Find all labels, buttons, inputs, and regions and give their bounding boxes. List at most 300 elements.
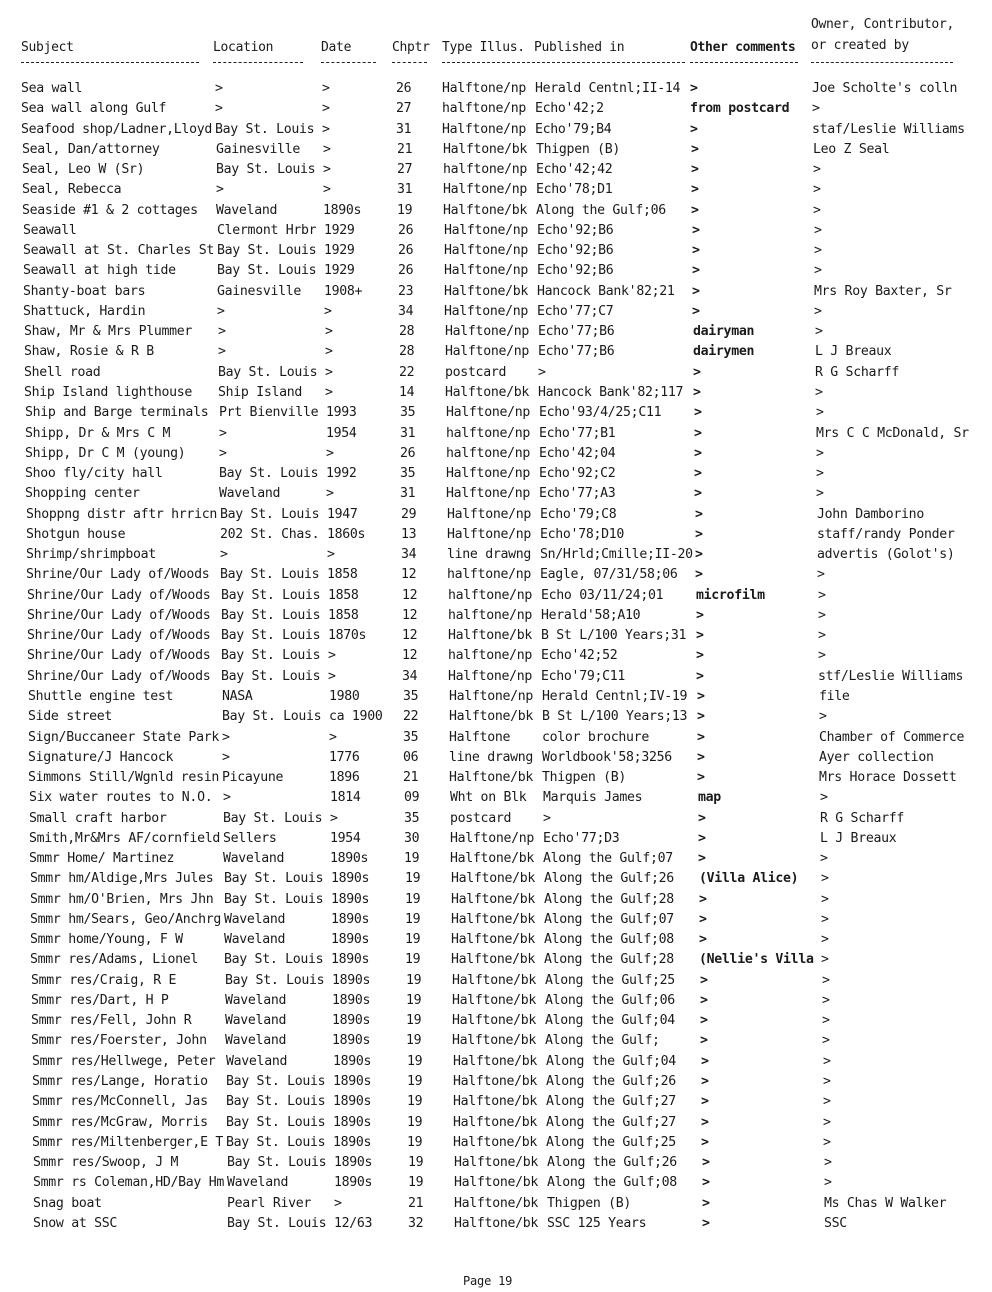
cell-type-illus: Halftone/bk bbox=[451, 952, 536, 968]
table-row bbox=[0, 445, 992, 465]
cell-owner: L J Breaux bbox=[815, 344, 892, 360]
cell-subject: Shipp, Dr C M (young) bbox=[25, 445, 186, 461]
cell-published-in: Along the Gulf;26 bbox=[547, 1155, 677, 1171]
cell-type-illus: Halftone/bk bbox=[450, 851, 535, 867]
cell-date: 1980 bbox=[329, 688, 360, 704]
cell-chapter: 19 bbox=[406, 972, 422, 988]
cell-date: 1929 bbox=[324, 243, 355, 259]
cell-date: 1929 bbox=[324, 222, 355, 238]
cell-subject: Seal, Rebecca bbox=[22, 182, 122, 198]
cell-other-comments: > bbox=[697, 729, 705, 745]
cell-type-illus: Halftone/bk bbox=[453, 1114, 538, 1130]
cell-location: Prt Bienville bbox=[219, 405, 319, 421]
cell-owner: > bbox=[822, 1013, 830, 1029]
cell-published-in: Echo 03/11/24;01 bbox=[541, 587, 664, 603]
cell-chapter: 19 bbox=[406, 1033, 422, 1049]
table-row bbox=[0, 607, 992, 627]
cell-location: Bay St. Louis bbox=[222, 709, 322, 725]
cell-chapter: 19 bbox=[405, 871, 421, 887]
header-rule-subject bbox=[21, 62, 199, 63]
cell-other-comments: > bbox=[698, 810, 706, 826]
table-row bbox=[0, 384, 992, 404]
cell-published-in: Along the Gulf;08 bbox=[547, 1175, 677, 1191]
cell-chapter: 28 bbox=[399, 324, 415, 340]
cell-published-in: Along the Gulf;04 bbox=[545, 1013, 675, 1029]
cell-type-illus: Halftone/bk bbox=[443, 141, 528, 157]
cell-other-comments: > bbox=[701, 1094, 709, 1110]
cell-other-comments: > bbox=[692, 283, 700, 299]
cell-location: Waveland bbox=[225, 1033, 287, 1049]
cell-published-in: Along the Gulf;27 bbox=[546, 1094, 676, 1110]
cell-date: 1890s bbox=[332, 1013, 371, 1029]
cell-location: Bay St. Louis bbox=[219, 466, 319, 482]
table-row bbox=[0, 1032, 992, 1052]
cell-date: 1890s bbox=[332, 972, 371, 988]
cell-location: Waveland bbox=[219, 486, 281, 502]
table-row bbox=[0, 729, 992, 749]
header-type-illus: Type Illus. bbox=[442, 40, 525, 55]
table-row bbox=[0, 202, 992, 222]
cell-published-in: Along the Gulf;25 bbox=[546, 1134, 676, 1150]
cell-published-in: Along the Gulf;04 bbox=[546, 1053, 676, 1069]
cell-owner: > bbox=[817, 567, 825, 583]
cell-type-illus: Halftone/bk bbox=[443, 202, 528, 218]
cell-chapter: 26 bbox=[400, 445, 416, 461]
table-row bbox=[0, 303, 992, 323]
cell-type-illus: Halftone/bk bbox=[452, 1013, 537, 1029]
cell-other-comments: > bbox=[697, 709, 705, 725]
table-row bbox=[0, 506, 992, 526]
table-row bbox=[0, 323, 992, 343]
cell-other-comments: (Villa Alice) bbox=[699, 871, 799, 887]
cell-chapter: 22 bbox=[403, 709, 419, 725]
cell-owner: Joe Scholte's colln bbox=[812, 81, 958, 96]
cell-published-in: Echo'92;B6 bbox=[537, 263, 614, 279]
cell-location: Gainesville bbox=[217, 283, 302, 299]
cell-other-comments: > bbox=[691, 162, 699, 178]
cell-other-comments: > bbox=[702, 1155, 710, 1171]
table-row bbox=[0, 810, 992, 830]
cell-published-in: Along the Gulf;06 bbox=[545, 992, 675, 1008]
cell-date: 1870s bbox=[328, 628, 367, 644]
table-row bbox=[0, 931, 992, 951]
cell-date: > bbox=[329, 729, 337, 745]
cell-subject: Shopping center bbox=[25, 486, 140, 502]
cell-type-illus: Halftone/np bbox=[442, 121, 527, 137]
cell-chapter: 19 bbox=[406, 992, 422, 1008]
cell-chapter: 19 bbox=[405, 932, 421, 948]
cell-location: Bay St. Louis bbox=[225, 972, 325, 988]
cell-date: 1890s bbox=[330, 851, 369, 867]
table-row bbox=[0, 1174, 992, 1194]
cell-location: Waveland bbox=[226, 1053, 288, 1069]
cell-other-comments: > bbox=[696, 628, 704, 644]
cell-owner: > bbox=[816, 486, 824, 502]
cell-type-illus: postcard bbox=[450, 810, 512, 826]
cell-date: > bbox=[322, 121, 330, 137]
cell-subject: Smmr hm/O'Brien, Mrs Jhn bbox=[30, 891, 214, 907]
cell-type-illus: Halftone/bk bbox=[444, 283, 529, 299]
cell-subject: Smmr res/Dart, H P bbox=[31, 992, 169, 1008]
cell-published-in: Sn/Hrld;Cmille;II-20 bbox=[540, 547, 693, 563]
cell-date: 1954 bbox=[330, 830, 361, 846]
cell-type-illus: halftone/np bbox=[448, 607, 533, 623]
cell-chapter: 34 bbox=[402, 668, 418, 684]
cell-location: Pearl River bbox=[227, 1195, 312, 1211]
cell-other-comments: > bbox=[701, 1134, 709, 1150]
cell-chapter: 12 bbox=[402, 607, 418, 623]
cell-subject: Snow at SSC bbox=[33, 1215, 118, 1231]
cell-owner: > bbox=[821, 952, 829, 968]
cell-other-comments: > bbox=[693, 364, 701, 380]
cell-other-comments: > bbox=[697, 688, 705, 704]
table-row bbox=[0, 668, 992, 688]
cell-subject: Sign/Buccaneer State Park bbox=[28, 729, 219, 745]
cell-other-comments: > bbox=[701, 1053, 709, 1069]
header-location: Location bbox=[213, 40, 274, 55]
cell-date: 1890s bbox=[333, 1053, 372, 1069]
cell-other-comments: > bbox=[698, 851, 706, 867]
cell-chapter: 30 bbox=[404, 830, 420, 846]
cell-location: 202 St. Chas. bbox=[220, 526, 320, 542]
cell-owner: > bbox=[814, 243, 822, 259]
cell-other-comments: (Nellie's Villa bbox=[699, 952, 814, 968]
cell-date: 1890s bbox=[334, 1155, 373, 1171]
cell-date: 1896 bbox=[329, 770, 360, 786]
cell-other-comments: > bbox=[699, 911, 707, 927]
cell-owner: > bbox=[822, 972, 830, 988]
cell-owner: > bbox=[823, 1114, 831, 1130]
cell-chapter: 23 bbox=[398, 283, 414, 299]
cell-owner: > bbox=[821, 911, 829, 927]
table-row bbox=[0, 911, 992, 931]
header-date: Date bbox=[321, 40, 352, 55]
cell-owner: Mrs Roy Baxter, Sr bbox=[814, 283, 952, 299]
cell-other-comments: > bbox=[692, 303, 700, 319]
cell-chapter: 19 bbox=[407, 1094, 423, 1110]
cell-other-comments: > bbox=[692, 243, 700, 259]
cell-other-comments: > bbox=[698, 830, 706, 846]
cell-date: > bbox=[328, 648, 336, 664]
cell-published-in: Echo'79;C8 bbox=[540, 506, 617, 522]
cell-other-comments: > bbox=[700, 1013, 708, 1029]
cell-owner: > bbox=[818, 607, 826, 623]
cell-subject: Seaside #1 & 2 cottages bbox=[22, 202, 198, 218]
cell-published-in: Herald Centnl;IV-19 bbox=[542, 688, 688, 704]
cell-chapter: 12 bbox=[401, 567, 417, 583]
table-row bbox=[0, 546, 992, 566]
cell-other-comments: > bbox=[690, 81, 698, 96]
cell-type-illus: halftone/np bbox=[446, 445, 531, 461]
table-row bbox=[0, 465, 992, 485]
cell-chapter: 12 bbox=[402, 648, 418, 664]
table-row bbox=[0, 161, 992, 181]
cell-published-in: Echo'77;B6 bbox=[538, 324, 615, 340]
table-row bbox=[0, 769, 992, 789]
cell-chapter: 19 bbox=[397, 202, 413, 218]
cell-date: 1858 bbox=[328, 587, 359, 603]
cell-owner: Mrs Horace Dossett bbox=[819, 770, 957, 786]
table-row bbox=[0, 1134, 992, 1154]
cell-owner: R G Scharff bbox=[815, 364, 900, 380]
table-row bbox=[0, 526, 992, 546]
cell-published-in: Herald Centnl;II-14 bbox=[535, 81, 681, 96]
cell-owner: > bbox=[818, 648, 826, 664]
cell-chapter: 26 bbox=[396, 81, 412, 96]
cell-subject: Snag boat bbox=[33, 1195, 102, 1211]
cell-location: Bay St. Louis bbox=[217, 263, 317, 279]
cell-subject: Shuttle engine test bbox=[28, 688, 174, 704]
table-row bbox=[0, 1114, 992, 1134]
cell-chapter: 19 bbox=[404, 851, 420, 867]
cell-published-in: Echo'79;B4 bbox=[535, 121, 612, 137]
cell-chapter: 34 bbox=[401, 547, 417, 563]
table-row bbox=[0, 870, 992, 890]
cell-date: > bbox=[322, 101, 330, 117]
cell-date: 1814 bbox=[330, 790, 361, 806]
cell-subject: Smmr res/Adams, Lionel bbox=[30, 952, 199, 968]
cell-other-comments: map bbox=[698, 790, 721, 806]
cell-subject: Six water routes to N.O. bbox=[29, 790, 213, 806]
cell-date: > bbox=[323, 162, 331, 178]
cell-location: NASA bbox=[222, 688, 253, 704]
header-published-in: Published in bbox=[534, 40, 625, 55]
cell-chapter: 19 bbox=[407, 1114, 423, 1130]
cell-published-in: Herald'58;A10 bbox=[541, 607, 641, 623]
table-row bbox=[0, 80, 992, 100]
cell-date: > bbox=[325, 324, 333, 340]
cell-published-in: SSC 125 Years bbox=[547, 1215, 647, 1231]
cell-owner: > bbox=[814, 303, 822, 319]
cell-type-illus: Halftone/bk bbox=[451, 891, 536, 907]
cell-type-illus: Wht on Blk bbox=[450, 790, 527, 806]
cell-subject: Shrine/Our Lady of/Woods bbox=[27, 587, 211, 603]
cell-subject: Ship Island lighthouse bbox=[24, 384, 193, 400]
cell-owner: > bbox=[820, 851, 828, 867]
header-rule-chptr bbox=[392, 62, 427, 63]
cell-subject: Smmr res/Miltenberger,E T bbox=[32, 1134, 223, 1150]
header-rule-date bbox=[321, 62, 376, 63]
cell-type-illus: halftone/np bbox=[448, 648, 533, 664]
cell-chapter: 28 bbox=[399, 344, 415, 360]
table-row bbox=[0, 1215, 992, 1235]
cell-location: Bay St. Louis bbox=[223, 810, 323, 826]
cell-type-illus: Halftone/bk bbox=[453, 1074, 538, 1090]
cell-location: > bbox=[222, 749, 230, 765]
cell-subject: Small craft harbor bbox=[29, 810, 167, 826]
cell-owner: advertis (Golot's) bbox=[817, 547, 955, 563]
cell-owner: > bbox=[813, 202, 821, 218]
table-row bbox=[0, 222, 992, 242]
table-row bbox=[0, 141, 992, 161]
cell-type-illus: Halftone/bk bbox=[451, 911, 536, 927]
cell-owner: > bbox=[823, 1074, 831, 1090]
cell-date: 1860s bbox=[327, 526, 366, 542]
cell-chapter: 13 bbox=[401, 526, 417, 542]
cell-published-in: Eagle, 07/31/58;06 bbox=[540, 567, 678, 583]
cell-other-comments: > bbox=[699, 932, 707, 948]
cell-type-illus: halftone/np bbox=[446, 425, 531, 441]
cell-chapter: 35 bbox=[400, 405, 416, 421]
cell-published-in: Along the Gulf;27 bbox=[546, 1114, 676, 1130]
cell-date: 1890s bbox=[331, 932, 370, 948]
cell-published-in: Along the Gulf;28 bbox=[544, 952, 674, 968]
cell-subject: Smmr home/Young, F W bbox=[30, 932, 183, 948]
table-row bbox=[0, 830, 992, 850]
cell-owner: > bbox=[813, 182, 821, 198]
cell-subject: Seal, Dan/attorney bbox=[22, 141, 160, 157]
table-row bbox=[0, 262, 992, 282]
cell-date: 1890s bbox=[333, 1074, 372, 1090]
cell-owner: staff/randy Ponder bbox=[817, 526, 955, 542]
cell-published-in: B St L/100 Years;31 bbox=[541, 628, 687, 644]
cell-type-illus: Halftone/bk bbox=[453, 1094, 538, 1110]
cell-location: Bay St. Louis bbox=[215, 121, 315, 137]
cell-subject: Seawall bbox=[23, 222, 77, 238]
cell-type-illus: Halftone/bk bbox=[448, 628, 533, 644]
table-row bbox=[0, 688, 992, 708]
header-other-comments: Other comments bbox=[690, 40, 796, 55]
cell-owner: John Damborino bbox=[817, 506, 924, 522]
cell-location: > bbox=[216, 182, 224, 198]
table-row bbox=[0, 1053, 992, 1073]
cell-other-comments: > bbox=[692, 222, 700, 238]
cell-owner: > bbox=[818, 628, 826, 644]
cell-date: 1890s bbox=[332, 992, 371, 1008]
cell-subject: Shoppng distr aftr hrricn bbox=[26, 506, 217, 522]
cell-type-illus: Halftone/bk bbox=[454, 1155, 539, 1171]
cell-location: Sellers bbox=[223, 830, 277, 846]
cell-published-in: Marquis James bbox=[543, 790, 643, 806]
cell-published-in: Along the Gulf;28 bbox=[544, 891, 674, 907]
table-row bbox=[0, 343, 992, 363]
cell-chapter: 35 bbox=[400, 466, 416, 482]
cell-published-in: Thigpen (B) bbox=[547, 1195, 632, 1211]
cell-type-illus: line drawng bbox=[447, 547, 532, 563]
cell-published-in: Thigpen (B) bbox=[542, 770, 627, 786]
cell-subject: Smmr rs Coleman,HD/Bay Hm bbox=[33, 1175, 224, 1191]
cell-type-illus: Halftone/np bbox=[444, 263, 529, 279]
cell-other-comments: > bbox=[701, 1074, 709, 1090]
table-row bbox=[0, 891, 992, 911]
cell-location: Bay St. Louis bbox=[227, 1215, 327, 1231]
cell-chapter: 35 bbox=[403, 688, 419, 704]
cell-owner: > bbox=[818, 587, 826, 603]
cell-owner: R G Scharff bbox=[820, 810, 905, 826]
cell-chapter: 21 bbox=[403, 770, 419, 786]
cell-date: 1890s bbox=[331, 871, 370, 887]
cell-location: > bbox=[223, 790, 231, 806]
cell-subject: Smmr res/Fell, John R bbox=[31, 1013, 192, 1029]
cell-type-illus: Halftone/np bbox=[444, 303, 529, 319]
cell-other-comments: > bbox=[694, 466, 702, 482]
cell-date: 1890s bbox=[331, 891, 370, 907]
table-row bbox=[0, 951, 992, 971]
cell-owner: L J Breaux bbox=[820, 830, 897, 846]
cell-type-illus: Halftone/bk bbox=[451, 932, 536, 948]
cell-other-comments: > bbox=[697, 770, 705, 786]
cell-subject: Smmr Home/ Martinez bbox=[29, 851, 175, 867]
cell-date: > bbox=[327, 547, 335, 563]
cell-owner: Mrs C C McDonald, Sr bbox=[816, 425, 969, 441]
cell-subject: Shotgun house bbox=[26, 526, 126, 542]
cell-type-illus: Halftone/bk bbox=[452, 992, 537, 1008]
cell-other-comments: > bbox=[691, 141, 699, 157]
cell-location: Bay St. Louis bbox=[221, 628, 321, 644]
cell-subject: Shrine/Our Lady of/Woods bbox=[27, 607, 211, 623]
cell-subject: Ship and Barge terminals bbox=[25, 405, 209, 421]
cell-other-comments: > bbox=[700, 992, 708, 1008]
table-row bbox=[0, 972, 992, 992]
cell-date: > bbox=[330, 810, 338, 826]
cell-subject: Shaw, Mr & Mrs Plummer bbox=[24, 324, 193, 340]
cell-chapter: 19 bbox=[407, 1134, 423, 1150]
cell-other-comments: > bbox=[702, 1175, 710, 1191]
cell-location: > bbox=[219, 425, 227, 441]
cell-location: > bbox=[218, 344, 226, 360]
cell-location: Bay St. Louis bbox=[220, 506, 320, 522]
cell-chapter: 27 bbox=[397, 162, 413, 178]
cell-other-comments: > bbox=[694, 425, 702, 441]
cell-subject: Seafood shop/Ladner,Lloyd bbox=[21, 121, 212, 137]
cell-location: Bay St. Louis bbox=[226, 1134, 326, 1150]
cell-owner: > bbox=[813, 162, 821, 178]
cell-published-in: Echo'42;2 bbox=[535, 101, 604, 117]
cell-chapter: 31 bbox=[396, 121, 412, 137]
cell-location: Bay St. Louis bbox=[221, 607, 321, 623]
cell-owner: Chamber of Commerce bbox=[819, 729, 965, 745]
cell-other-comments: microfilm bbox=[696, 587, 765, 603]
cell-other-comments: dairymen bbox=[693, 344, 755, 360]
cell-location: > bbox=[220, 547, 228, 563]
cell-chapter: 19 bbox=[405, 891, 421, 907]
cell-location: > bbox=[215, 101, 223, 117]
cell-published-in: Along the Gulf;26 bbox=[546, 1074, 676, 1090]
cell-type-illus: Halftone/np bbox=[444, 222, 529, 238]
cell-date: 1947 bbox=[327, 506, 358, 522]
cell-other-comments: from postcard bbox=[690, 101, 790, 117]
cell-subject: Smmr res/Hellwege, Peter bbox=[32, 1053, 216, 1069]
cell-type-illus: Halftone/bk bbox=[445, 384, 530, 400]
cell-date: 1890s bbox=[331, 952, 370, 968]
cell-location: Waveland bbox=[225, 1013, 287, 1029]
cell-other-comments: > bbox=[692, 263, 700, 279]
cell-location: Waveland bbox=[227, 1175, 289, 1191]
table-row bbox=[0, 100, 992, 120]
cell-other-comments: > bbox=[695, 547, 703, 563]
cell-date: > bbox=[326, 445, 334, 461]
cell-owner: > bbox=[814, 263, 822, 279]
cell-subject: Simmons Still/Wgnld resin bbox=[28, 770, 219, 786]
cell-other-comments: > bbox=[691, 182, 699, 198]
cell-subject: Shaw, Rosie & R B bbox=[24, 344, 154, 360]
cell-chapter: 27 bbox=[396, 101, 412, 117]
cell-subject: Shoo fly/city hall bbox=[25, 466, 163, 482]
cell-location: Bay St. Louis bbox=[221, 648, 321, 664]
cell-owner: > bbox=[823, 1134, 831, 1150]
table-row bbox=[0, 566, 992, 586]
cell-type-illus: halftone/np bbox=[442, 101, 527, 117]
table-row bbox=[0, 1195, 992, 1215]
cell-owner: > bbox=[823, 1053, 831, 1069]
cell-other-comments: > bbox=[699, 891, 707, 907]
cell-subject: Smmr res/Lange, Horatio bbox=[32, 1074, 208, 1090]
cell-other-comments: > bbox=[694, 486, 702, 502]
cell-type-illus: Halftone/bk bbox=[451, 871, 536, 887]
table-row bbox=[0, 242, 992, 262]
cell-type-illus: Halftone/np bbox=[450, 830, 535, 846]
cell-owner: Leo Z Seal bbox=[813, 141, 890, 157]
